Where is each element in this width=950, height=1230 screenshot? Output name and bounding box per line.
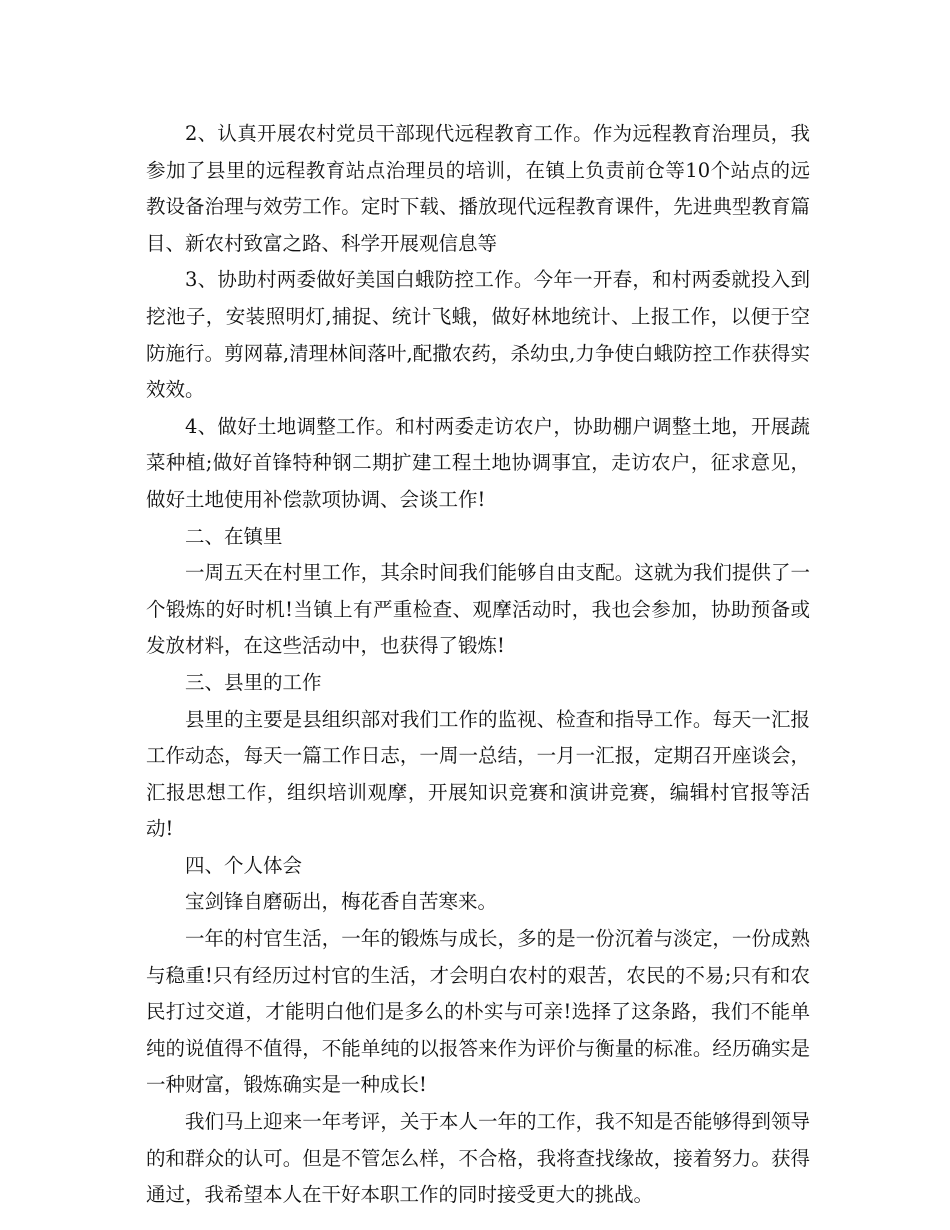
paragraph-item-3-moth-control: 3、协助村两委做好美国白蛾防控工作。今年一开春，和村两委就投入到挖池子，安装照明灯,捕捉、统计飞蛾，做好林地统计、上报工作，以便于空防施行。剪网幕,清理林间落叶,配撒农药，杀幼虫,力争使白蛾防控工作获得实效效。 (146, 268, 810, 402)
paragraph-town-work: 一周五天在村里工作，其余时间我们能够自由支配。这就为我们提供了一个锻炼的好时机!当镇上有严重检查、观摩活动时，我也会参加，协助预备或发放材料，在这些活动中，也获得了锻炼! (146, 561, 810, 658)
paragraph-personal-reflection: 一年的村官生活，一年的锻炼与成长，多的是一份沉着与淡定，一份成熟与稳重!只有经历过村官的生活，才会明白农村的艰苦，农民的不易;只有和农民打过交道，才能明白他们是多么的朴实与可亲!选择了这条路，我们不能单纯的说值得不值得，不能单纯的以报答来作为评价与衡量的标准。经历确实是一种财富，锻炼确实是一种成长! (146, 927, 810, 1097)
section-heading-county: 三、县里的工作 (185, 670, 322, 694)
paragraph-closing: 我们马上迎来一年考评，关于本人一年的工作，我不知是否能够得到领导的和群众的认可。但是不管怎么样，不合格，我将查找缘故，接着努力。获得通过，我希望本人在干好本职工作的同时接受更大的挑战。 (146, 1110, 810, 1207)
section-heading-town: 二、在镇里 (185, 524, 283, 548)
paragraph-proverb: 宝剑锋自磨砺出，梅花香自苦寒来。 (185, 890, 498, 914)
paragraph-county-work: 县里的主要是县组织部对我们工作的监视、检查和指导工作。每天一汇报工作动态，每天一篇工作日志，一周一总结，一月一汇报，定期召开座谈会，汇报思想工作，组织培训观摩，开展知识竞赛和演讲竞赛，编辑村官报等活动! (146, 707, 810, 841)
paragraph-item-2-remote-education: 2、认真开展农村党员干部现代远程教育工作。作为远程教育治理员，我参加了县里的远程教育站点治理员的培训，在镇上负责前仓等10个站点的远教设备治理与效劳工作。定时下载、播放现代远程教育课件，先进典型教育篇目、新农村致富之路、科学开展观信息等 (146, 122, 810, 255)
document-body (146, 116, 810, 1214)
paragraph-item-4-land-adjustment: 4、做好土地调整工作。和村两委走访农户，协助棚户调整土地，开展蔬菜种植;做好首锋特种钢二期扩建工程土地协调事宜，走访农户，征求意见，做好土地使用补偿款项协调、会谈工作! (146, 414, 810, 511)
section-heading-personal: 四、个人体会 (185, 853, 303, 877)
